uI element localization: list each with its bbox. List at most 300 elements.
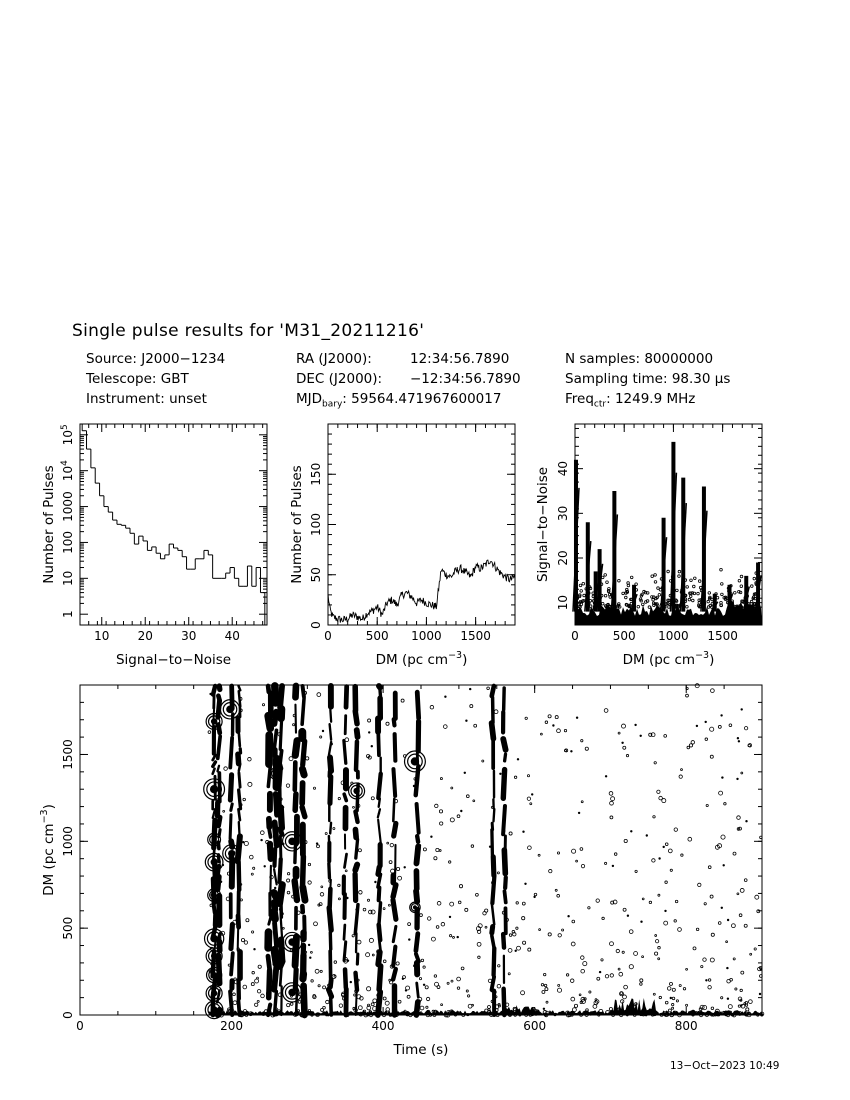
event <box>567 915 569 917</box>
event <box>244 941 247 944</box>
event <box>623 995 627 999</box>
event <box>740 989 742 991</box>
event <box>306 757 309 760</box>
event <box>664 921 668 925</box>
event <box>350 981 352 983</box>
event <box>634 952 638 956</box>
pulse-event-core <box>212 837 217 842</box>
event <box>353 806 355 808</box>
event <box>572 920 575 923</box>
event <box>450 902 454 906</box>
snr-event <box>627 584 630 587</box>
event <box>251 873 253 875</box>
event <box>286 784 289 787</box>
pulse-event-core <box>413 905 417 909</box>
event <box>368 731 370 733</box>
snr-event <box>740 575 743 578</box>
event <box>425 986 428 989</box>
event <box>588 907 590 909</box>
event <box>290 1003 293 1006</box>
event <box>720 714 722 716</box>
event <box>708 979 711 982</box>
event <box>402 978 404 980</box>
event <box>583 962 587 966</box>
event-track-segment <box>492 830 493 856</box>
event <box>440 822 443 825</box>
event <box>620 1000 623 1003</box>
event <box>745 820 747 822</box>
event <box>233 1001 237 1005</box>
event-track-segment <box>280 836 281 859</box>
event <box>542 991 545 994</box>
event <box>457 977 461 981</box>
event <box>334 961 337 964</box>
event <box>710 727 714 731</box>
event <box>640 983 643 986</box>
event <box>733 958 735 960</box>
snr-event <box>637 605 640 608</box>
event <box>423 984 425 986</box>
event <box>525 717 527 719</box>
event <box>672 997 675 1000</box>
snr-event <box>618 579 621 582</box>
event <box>298 1001 301 1004</box>
event <box>658 958 660 960</box>
event <box>224 767 228 771</box>
event <box>686 687 688 689</box>
event <box>467 995 469 997</box>
dm_vs_time-ylabel: DM (pc $cm^{-3}$) <box>39 804 57 896</box>
event <box>457 987 459 989</box>
event <box>604 709 608 713</box>
event-track-segment <box>329 863 330 878</box>
event <box>658 894 660 896</box>
x-tick-label: 1000 <box>411 629 442 643</box>
event <box>679 984 681 986</box>
event <box>548 933 551 936</box>
event <box>497 872 499 874</box>
event <box>451 980 453 982</box>
event <box>740 888 744 892</box>
event <box>441 922 445 926</box>
event <box>243 985 247 989</box>
event <box>372 954 374 956</box>
event <box>338 797 340 799</box>
event <box>627 915 629 917</box>
event <box>668 849 672 853</box>
event-track-segment <box>330 777 331 804</box>
event-track-segment <box>395 734 396 761</box>
event <box>363 908 366 911</box>
pulse-event-core <box>210 935 218 943</box>
event <box>706 804 708 806</box>
event <box>241 938 244 941</box>
event-track-segment <box>344 794 346 800</box>
event <box>396 962 399 965</box>
event-track-segment <box>281 807 282 828</box>
event-track-segment <box>355 830 356 838</box>
event <box>522 917 525 920</box>
event <box>681 769 683 771</box>
event <box>545 988 548 991</box>
event <box>242 841 244 843</box>
event-track-segment <box>492 927 493 933</box>
event <box>665 881 667 883</box>
event <box>649 901 651 903</box>
event-track-segment <box>356 973 357 990</box>
event <box>626 754 628 756</box>
y-tick-label: 150 <box>309 462 323 486</box>
event <box>516 927 518 929</box>
event <box>371 745 373 747</box>
event-track-segment <box>503 739 505 750</box>
event <box>679 775 682 778</box>
pulse-event-core <box>210 785 218 793</box>
event <box>389 981 392 984</box>
event <box>599 971 601 973</box>
event <box>308 863 310 865</box>
event <box>461 967 464 970</box>
event <box>474 724 477 727</box>
event <box>585 747 588 750</box>
event <box>338 898 340 900</box>
event <box>723 864 725 866</box>
event <box>367 987 371 991</box>
event <box>618 968 620 970</box>
event <box>705 738 708 741</box>
event <box>457 936 459 938</box>
event-track-segment <box>269 830 270 837</box>
event <box>491 806 493 808</box>
event <box>423 966 425 968</box>
event <box>528 948 531 951</box>
event-track-segment <box>274 712 276 724</box>
event-track-segment <box>416 934 418 951</box>
pulse-event-core <box>411 757 419 765</box>
event <box>378 812 380 814</box>
snr-event <box>678 570 681 573</box>
event <box>419 977 421 979</box>
hist_dm-axes <box>324 424 515 643</box>
event <box>640 735 642 737</box>
event <box>323 1006 326 1009</box>
event <box>543 973 545 975</box>
event-track-segment <box>492 876 494 903</box>
event <box>388 904 390 906</box>
event-track-segment <box>344 741 346 764</box>
event <box>470 705 473 708</box>
event <box>564 750 566 752</box>
snr-event <box>626 590 629 593</box>
event <box>665 1001 668 1004</box>
event <box>737 737 739 739</box>
snr-event <box>688 598 691 601</box>
event <box>759 993 761 995</box>
y-tick-label: 100 <box>309 513 323 536</box>
snr-event <box>625 596 628 599</box>
event-track-segment <box>275 686 276 703</box>
event <box>696 725 698 727</box>
event <box>693 947 696 950</box>
event <box>367 1004 369 1006</box>
event <box>517 758 519 760</box>
snr-event <box>698 602 701 605</box>
snr-event <box>622 592 625 595</box>
event <box>248 782 252 786</box>
event <box>253 867 255 869</box>
event <box>619 972 623 976</box>
event <box>309 957 311 959</box>
event <box>760 969 762 971</box>
event-track-segment <box>239 822 240 835</box>
event <box>659 796 663 800</box>
snr-event <box>686 606 689 609</box>
event <box>457 815 460 818</box>
event <box>347 960 349 962</box>
event <box>740 1004 742 1006</box>
y-tick-label: 0 <box>61 1011 75 1019</box>
event-track-segment <box>218 696 219 701</box>
event-track-segment <box>330 757 331 771</box>
y-tick-label: 10 <box>61 570 75 586</box>
event <box>316 842 318 844</box>
event <box>459 885 462 888</box>
event-track-segment <box>330 823 331 834</box>
event <box>695 684 699 688</box>
event <box>498 965 500 967</box>
event-track-segment <box>276 794 277 815</box>
snr_vs_dm-ylabel: Signal−to−Noise <box>535 466 551 583</box>
event-track-segment <box>296 989 297 1015</box>
snr-event <box>693 585 696 588</box>
event-track-segment <box>231 924 232 948</box>
event <box>514 776 516 778</box>
event-track-segment <box>213 755 216 760</box>
event <box>578 812 580 814</box>
snr-event <box>642 603 645 606</box>
snr-event <box>658 594 661 597</box>
event <box>741 708 743 710</box>
event <box>708 866 711 869</box>
event-track-segment <box>302 698 304 724</box>
event-track-segment <box>416 847 418 864</box>
event <box>572 849 576 853</box>
event <box>220 881 222 883</box>
event <box>581 740 583 742</box>
event <box>449 935 451 937</box>
snr-event <box>652 602 655 605</box>
x-tick-label: 10 <box>94 629 110 643</box>
event-track-segment <box>239 773 240 787</box>
event <box>326 1000 329 1003</box>
event <box>255 1003 258 1006</box>
snr-event <box>698 580 701 583</box>
event <box>383 908 385 910</box>
event-track-segment <box>274 893 276 897</box>
event-track-segment <box>394 823 396 836</box>
snr-event <box>630 576 633 579</box>
event <box>669 982 672 985</box>
snr-event <box>580 590 583 593</box>
instrument-label: Instrument: unset <box>86 391 207 407</box>
event-track-segment <box>295 881 297 900</box>
event <box>248 757 252 761</box>
freq-subscript: ctr <box>593 399 607 410</box>
event <box>503 830 505 832</box>
event-track-segment <box>218 766 220 772</box>
x-tick-label: 0 <box>76 1019 84 1033</box>
event <box>430 705 434 709</box>
y-tick-label: 20 <box>556 550 570 566</box>
event-track-segment <box>329 908 331 930</box>
hist_snr-ylabel: Number of Pulses <box>41 465 57 584</box>
event <box>258 965 261 968</box>
event <box>430 836 432 838</box>
event <box>555 889 557 891</box>
event <box>652 859 655 862</box>
event <box>581 801 583 803</box>
event <box>528 846 532 850</box>
dec-label: DEC (J2000): <box>296 371 383 387</box>
dm_vs_time-frame <box>80 685 762 1015</box>
event <box>531 793 533 795</box>
event-track-segment <box>270 866 271 893</box>
snr_vs_dm-axes <box>571 424 762 643</box>
snr-event <box>711 606 714 609</box>
event <box>436 926 439 929</box>
event <box>240 899 242 901</box>
event <box>408 923 411 926</box>
snr-event <box>751 585 754 588</box>
event <box>754 948 756 950</box>
event <box>672 988 675 991</box>
event <box>718 922 721 925</box>
x-tick-label: 200 <box>220 1019 244 1033</box>
pulse-event-core <box>288 837 296 845</box>
event <box>618 732 620 734</box>
event-track-segment <box>492 977 495 990</box>
event <box>464 772 466 774</box>
event <box>333 827 335 829</box>
event <box>435 804 438 807</box>
event-track-segment <box>274 964 276 989</box>
event <box>654 762 656 764</box>
snr-event <box>582 582 585 585</box>
event <box>386 1008 390 1012</box>
event <box>540 733 542 735</box>
event <box>460 810 462 812</box>
event <box>389 861 392 864</box>
event <box>552 724 554 726</box>
event <box>339 1004 342 1007</box>
event <box>345 738 349 742</box>
event-track-segment <box>492 936 494 947</box>
pulse-event-core <box>211 953 217 959</box>
event <box>597 977 600 980</box>
event-track-segment <box>274 730 276 747</box>
snr-event <box>690 579 693 582</box>
event <box>246 919 249 922</box>
event-track-segment <box>416 766 419 795</box>
y-tick-label: 0 <box>309 621 323 629</box>
event-track-segment <box>239 734 240 746</box>
event <box>260 839 262 841</box>
event-track-segment <box>417 983 419 997</box>
snr-event <box>720 568 723 571</box>
event-track-segment <box>393 969 396 979</box>
event <box>674 920 676 922</box>
event-track-segment <box>295 741 297 756</box>
event <box>443 725 447 729</box>
event <box>407 995 410 998</box>
event <box>614 853 617 856</box>
event <box>334 975 336 977</box>
event <box>701 965 703 967</box>
snr-event <box>654 574 657 577</box>
event <box>524 883 526 885</box>
event <box>419 844 421 846</box>
event <box>642 898 644 900</box>
event <box>373 999 377 1003</box>
event <box>282 806 284 808</box>
event <box>444 696 446 698</box>
event <box>314 922 318 926</box>
event <box>549 869 552 872</box>
hist_snr-frame <box>80 424 267 625</box>
event-track-segment <box>219 817 221 826</box>
event <box>622 951 624 953</box>
pulse-event-core <box>211 990 217 996</box>
event <box>311 980 313 982</box>
event <box>371 797 374 800</box>
event <box>571 997 575 1001</box>
event <box>755 895 759 899</box>
event <box>509 832 512 835</box>
event <box>672 1007 674 1009</box>
event-track-segment <box>280 751 281 763</box>
event <box>711 933 714 936</box>
event <box>530 803 532 805</box>
event-track-segment <box>378 952 380 964</box>
event <box>257 1000 259 1002</box>
event <box>710 958 714 962</box>
event <box>674 828 677 831</box>
snr-event <box>694 577 697 580</box>
event <box>499 773 501 775</box>
event <box>233 993 236 996</box>
event <box>465 908 468 911</box>
event <box>421 959 424 962</box>
event <box>733 852 736 855</box>
event <box>570 750 572 752</box>
event <box>640 921 642 923</box>
event <box>610 801 614 805</box>
x-tick-label: 30 <box>181 629 197 643</box>
low-dm-event-band <box>209 998 762 1015</box>
event <box>757 910 760 913</box>
event <box>658 857 660 859</box>
snr-event <box>667 570 670 573</box>
event-track-segment <box>356 839 358 858</box>
event-track-segment <box>213 809 215 818</box>
event <box>574 1004 577 1007</box>
snr-event <box>645 601 648 604</box>
event <box>475 893 478 896</box>
event <box>686 968 688 970</box>
event <box>719 791 723 795</box>
freq-label: Freq <box>565 391 594 407</box>
event <box>383 960 386 963</box>
